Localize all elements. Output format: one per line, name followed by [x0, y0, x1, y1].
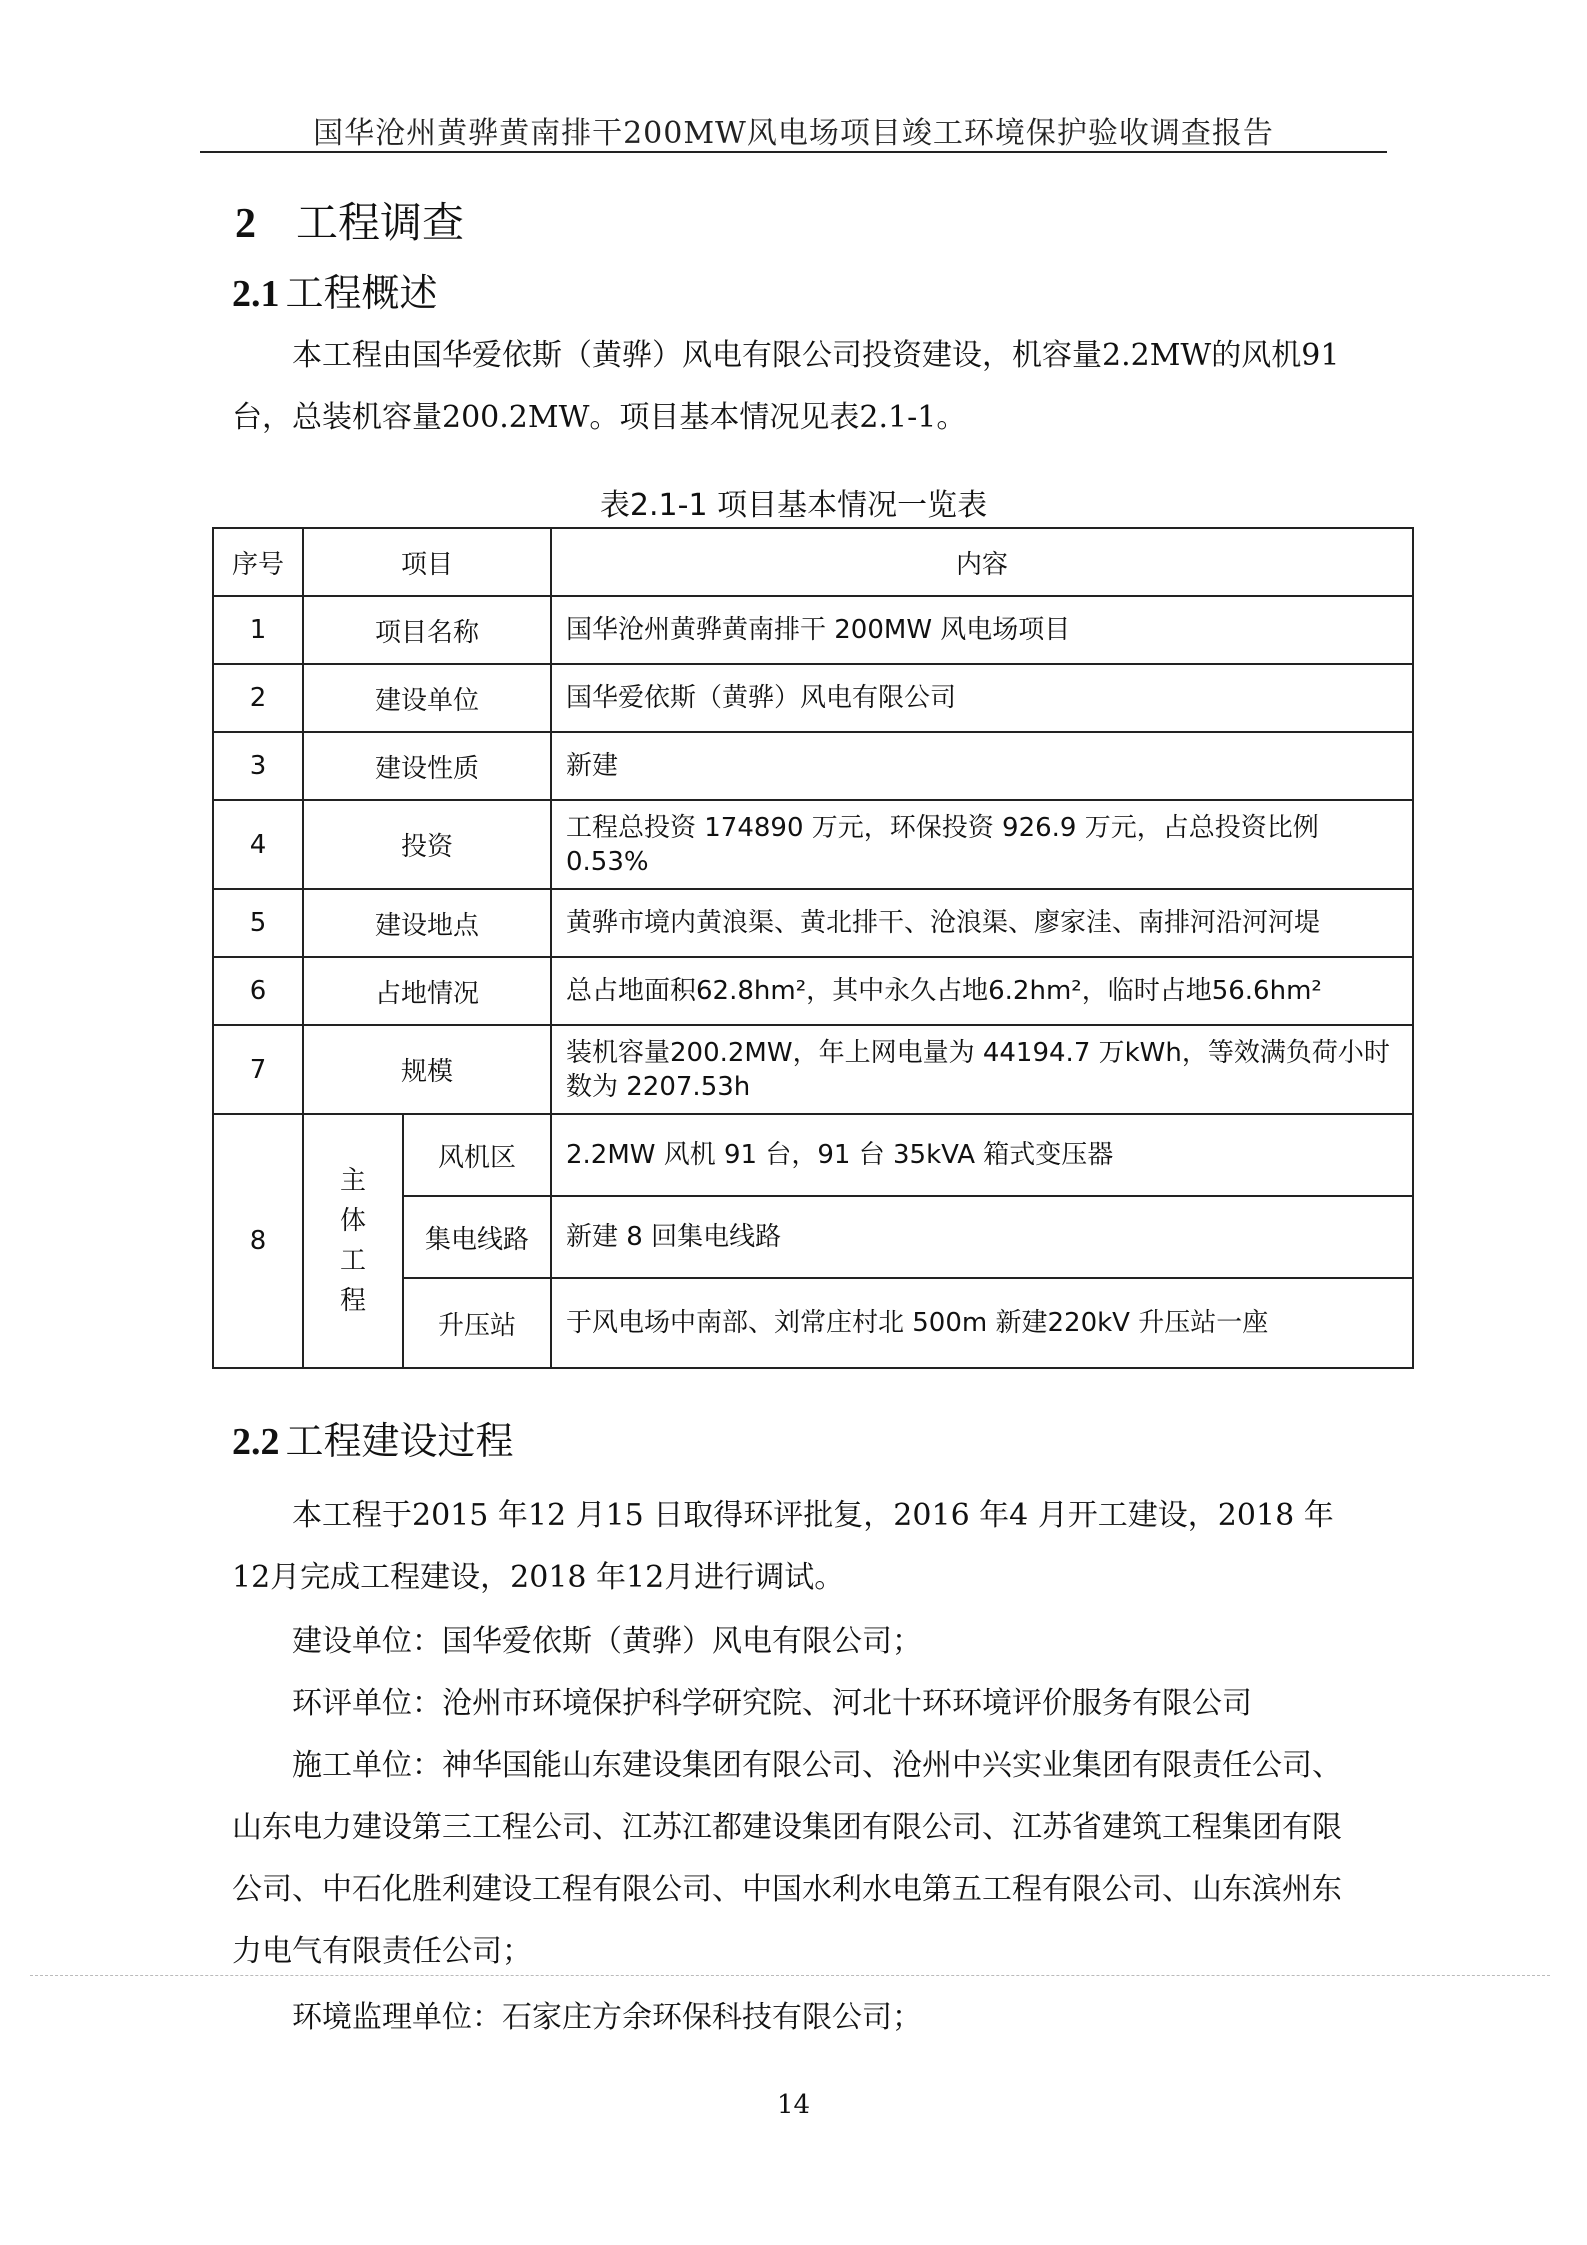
row-content: 黄骅市境内黄浪渠、黄北排干、沧浪渠、廖家洼、南排河沿河河堤: [551, 889, 1413, 957]
row-content: 工程总投资 174890 万元，环保投资 926.9 万元，占总投资比例 0.53%: [551, 800, 1413, 889]
process-paragraph: 本工程于2015 年12 月15 日取得环评批复，2016 年4 月开工建设，2018 年12月完成工程建设，2018 年12月进行调试。: [232, 1498, 1334, 1595]
running-header: 国华沧州黄骅黄南排干200MW风电场项目竣工环境保护验收调查报告: [313, 116, 1274, 151]
table-caption: 表2.1-1 项目基本情况一览表: [599, 488, 988, 523]
supervision-line: 环境监理单位：石家庄方余环保科技有限公司；: [292, 2000, 922, 2035]
row-content: 2.2MW 风机 91 台，91 台 35kVA 箱式变压器: [551, 1114, 1413, 1196]
row-item: 建设单位: [303, 664, 551, 732]
table-row: [213, 596, 1413, 664]
section-number: 2.1: [232, 273, 280, 315]
sub-item: 集电线路: [403, 1196, 551, 1278]
row-index: 3: [213, 732, 303, 800]
chapter-number: 2: [235, 201, 256, 247]
row-index: 1: [213, 596, 303, 664]
row-item: 规模: [303, 1025, 551, 1114]
table-row: [213, 1114, 1413, 1196]
table-row: [213, 664, 1413, 732]
section-heading-2-2: [232, 1410, 514, 1465]
sub-item: 升压站: [403, 1278, 551, 1368]
project-info-table: [212, 527, 1414, 1369]
section-title: 工程概述: [285, 271, 438, 315]
section-title: 工程建设过程: [285, 1419, 514, 1463]
overview-paragraph: 本工程由国华爱依斯（黄骅）风电有限公司投资建设，机容量2.2MW的风机91台，总装机容量200.2MW。项目基本情况见表2.1-1。: [232, 338, 1340, 435]
row-index: 7: [213, 1025, 303, 1114]
builder-line: 建设单位：国华爱依斯（黄骅）风电有限公司；: [292, 1624, 922, 1659]
row-content: 新建 8 回集电线路: [551, 1196, 1413, 1278]
table-row: [213, 800, 1413, 889]
row-item: 投资: [303, 800, 551, 889]
row-content: 装机容量200.2MW，年上网电量为 44194.7 万kWh，等效满负荷小时数为 2207.53h: [551, 1025, 1413, 1114]
section-number: 2.2: [232, 1421, 280, 1463]
table-row: [213, 732, 1413, 800]
eia-line: 环评单位：沧州市环境保护科学研究院、河北十环环境评价服务有限公司: [292, 1686, 1252, 1721]
table-row: [213, 889, 1413, 957]
row-item: 建设性质: [303, 732, 551, 800]
chapter-title: 工程调查: [296, 198, 465, 247]
row-item: 建设地点: [303, 889, 551, 957]
row-index: 5: [213, 889, 303, 957]
header-divider: [200, 151, 1387, 153]
sub-item: 风机区: [403, 1114, 551, 1196]
table-row: [213, 957, 1413, 1025]
header-item: 项目: [303, 528, 551, 596]
page-number: 14: [776, 2090, 811, 2120]
header-content: 内容: [551, 528, 1413, 596]
row-index: 8: [213, 1114, 303, 1368]
row-item: 项目名称: [303, 596, 551, 664]
scan-artifact-line: [30, 1975, 1550, 1976]
row-content: 国华爱依斯（黄骅）风电有限公司: [551, 664, 1413, 732]
main-works-label: 主体工程: [303, 1114, 403, 1368]
row-content: 新建: [551, 732, 1413, 800]
row-item: 占地情况: [303, 957, 551, 1025]
table-header-row: [213, 528, 1413, 596]
chapter-heading: [235, 190, 464, 250]
row-index: 6: [213, 957, 303, 1025]
row-content: 于风电场中南部、刘常庄村北 500m 新建220kV 升压站一座: [551, 1278, 1413, 1368]
row-content: 总占地面积62.8hm²，其中永久占地6.2hm²，临时占地56.6hm²: [551, 957, 1413, 1025]
table-row: [213, 1025, 1413, 1114]
section-heading-2-1: [232, 262, 438, 317]
construction-paragraph: 施工单位：神华国能山东建设集团有限公司、沧州中兴实业集团有限责任公司、山东电力建设第三工程公司、江苏江都建设集团有限公司、江苏省建筑工程集团有限公司、中石化胜利建设工程有限公司、中国水利水电第五工程有限公司、山东滨州东力电气有限责任公司；: [232, 1748, 1342, 1969]
header-index: 序号: [213, 528, 303, 596]
row-index: 2: [213, 664, 303, 732]
row-index: 4: [213, 800, 303, 889]
row-content: 国华沧州黄骅黄南排干 200MW 风电场项目: [551, 596, 1413, 664]
